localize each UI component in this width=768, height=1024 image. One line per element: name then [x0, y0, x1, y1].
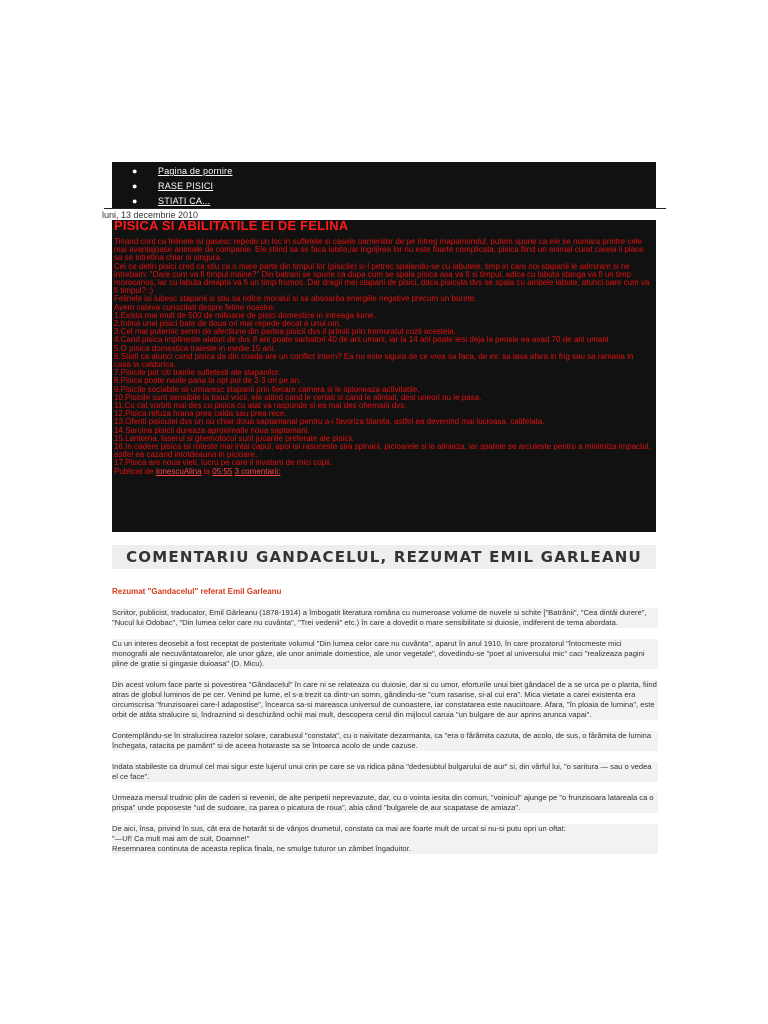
- article-paragraph: Din acest volum face parte si povestirea "Gândacelul" în care ni se relateaza cu duiosie, dar si cu umor, eforturile unui biet gândacel de a se urca pe o planta, fiind atras de globul luminos de pe cer. Venind pe lume, el s-a trezit ca dintr-un somn, gândindu-se "cum rasarise, si-al cui era". Mica vietate a carei existenta era circumscrisa "frunzisoarei care-l adapostise", încearca sa-si mareasca universul de cunoastere, iar constatarea este nauciitoare. Afara, "în ploaia de lumina", este orbit de atâta stralucire si, îndraznind si deschizând ochii mai mult, descopera cerul din mijlocul caruia "un bulgare de aur aprins arunca vapai".: [112, 680, 657, 719]
- timestamp-link[interactable]: 05:55: [212, 466, 233, 476]
- article-subtitle: Rezumat "Gandacelul" referat Emil Garleanu: [112, 587, 282, 596]
- fact-item: 1.Exista mai mult de 500 de milioane de pisici domestice in intreaga lume.: [114, 310, 376, 320]
- nav-list: [132, 164, 233, 209]
- post-footer: [114, 468, 652, 476]
- post-body: [114, 238, 652, 476]
- fact-item: 17.Pisica are noua vieti, lucru pe care il invatam de mici copii.: [114, 458, 332, 468]
- bullet-icon: ●: [132, 196, 138, 206]
- article-paragraph: Indata stabileste ca drumul cel mai sigur este lujerul unui crin pe care se va ridica pâna "dedesubtul bulgarului de aur" si, din vârful lui, "o saritura — sau o vedea el ce face".: [112, 762, 658, 782]
- blog-post: [112, 220, 656, 532]
- comments-link[interactable]: 3 comentarii:: [234, 466, 281, 476]
- article-title: COMENTARIU GANDACELUL, REZUMAT EMIL GARLEANU: [112, 545, 656, 569]
- post-title: PISICA SI ABILITATILE EI DE FELINA: [114, 220, 349, 233]
- nav-link-breeds[interactable]: RASE PISICI: [158, 181, 214, 191]
- post-paragraph: Cei ce detin pisici cred ca stiu ca o mare parte din timpul lor (pisicile) si-l petrec spalandu-se cu labutele, timp in care noi stapanii le admiram si ne intrebam: "Oare cum va fi timpul maine?" Din batrani se spune ca dupa cum se spala pisica asa va fi si timpul, adica cu labuta stanga va fi un timp morocanos, iar cu labuta dreapta va fi un timp frumos. Dar dragii mei stapani de pisici, daca pisicuta dvs se spala cu ambele labute, atunci oare cum va fi timpul? :): [114, 261, 650, 296]
- fact-item: 3.Cel mai puternic semn de afectiune din partea pisicii dvs il primiti prin tremuratul cozii acesteia.: [114, 327, 456, 337]
- post-date: luni, 13 decembrie 2010: [102, 210, 199, 220]
- article-paragraph: Cu un interes deosebit a fost receptat de posteritate volumul "Din lumea celor care nu cuvânta", aparut în anul 1910, în care prozatorul "întocmeste mici monografii ale necuvântatoarelor, ale unor gâze, ale unor animale domestice, ale unor vegetale", dovedindu-se "poet al universului mic" caci "realizeaza pagini pline de gratie si gingasie duioasa" (D. Micu).: [112, 639, 658, 669]
- nav-item-did-you-know: [132, 194, 232, 209]
- header-divider: [104, 208, 666, 209]
- article-paragraph: Resemnarea continuta de aceasta replica finala, ne smulge tuturor un zâmbet îngaduitor.: [112, 844, 658, 854]
- fact-item: 13.Oferiti pisicutei dvs un ou chiar doua saptamanal pentru a-i favoriza blanita, astfel ea devenind mai lucioasa, catifelata.: [114, 417, 545, 427]
- article-paragraph: Scriitor, publicist, traducator, Emil Gârleanu (1878-1914) a îmbogatit literatura româna cu numeroase volume de nuvele si schite ["Batrânii", "Cea dintâi durere", "Nucul lui Odobac", "Din lumea celor care nu cuvânta", "Trei vedenii" etc.) în care a dovedit o mare sensibilitate si duiosie, indiferent de tema abordata.: [112, 608, 658, 628]
- fact-item: 8.Pisica poate naste pana la opt pui de 2-3 ori pe an.: [114, 376, 302, 386]
- nav-item-home: [132, 164, 233, 179]
- fact-item: 11.Cu cat vorbiti mai des cu pisica cu atat va raspunde si ea mai des ohemarii dvs.: [114, 401, 407, 411]
- fact-item: 15.Lanterna, laserul si ghemotocul sunt jucariile preferate ale pisicii.: [114, 433, 355, 443]
- fact-item: 7.Pisicile pot citi trairile sufletesti ale stapanilor.: [114, 368, 281, 378]
- article-paragraph: Contemplându-se în stralucirea razelor solare, carabusul "constata", cu o naivitate dezarmanta, ca "era o fârâmita cazuta, de acolo, de sus, o fârâmita de lumina închegata, ratacita pe pamânt" si de aceea hotaraste sa se întoarca acolo de unde cazuse.: [112, 731, 658, 751]
- bullet-icon: ●: [132, 181, 138, 191]
- post-paragraph: Avem cateva curiozitati despre feline noastre:: [114, 302, 276, 312]
- article-quote: "—Uf! Ca mult mai am de suit, Doamne!": [112, 834, 658, 844]
- post-paragraph: Tinand cont ca felinele isi gasesc repede un loc in sufletele si casele oamenilor de pe intreg mapamondul, putem spune ca ele se numara printre cele mai avantajoase animale de companie. Ele stiind sa se faca iubite,iar ingrijirea lor nu este foarte complicata, pisica fiind un animal curat careia ii place sa se intretina chiar si singura.: [114, 237, 644, 263]
- article-body: [112, 587, 658, 854]
- blog-navigation-bar: [112, 162, 656, 208]
- footer-prefix: Publicat de: [114, 466, 156, 476]
- post-paragraph: Felinele isi iubesc stapanii si stiu sa ridice moralul si sa absoarba energiile negative precum un burete.: [114, 294, 477, 304]
- nav-item-breeds: [132, 179, 232, 194]
- fact-item: 12.Pisica refuza hrana prea calda sau prea rece.: [114, 409, 287, 419]
- fact-item: 16.In cadere pisica isi roteste mai intai capul, apoi isi rasuceste sira spinarii, picioarele si le aliniaza, iar spatele se arcuieste pentru a minimiza impactul, astfel ea cazand intotdeauna in picioare.: [114, 442, 651, 460]
- footer-mid: la: [201, 466, 213, 476]
- bullet-icon: ●: [132, 166, 138, 176]
- fact-item: 10.Pisicile sunt sensibile la tonul vocii, ele stiind cand le certati si cand le alintati, desi uneori nu le pasa.: [114, 392, 482, 402]
- fact-item: 6.Stiati ca atunci cand pisica da din coada are un conflict intern? Ea nu este sigura de ce vrea sa faca, de ex: sa iasa afara in frig sau sa ramana in casa la caldurica.: [114, 351, 634, 370]
- author-link[interactable]: IonescuAlina: [155, 466, 202, 476]
- nav-link-did-you-know[interactable]: STIATI CA...: [158, 196, 211, 206]
- fact-item: 14.Sarcina pisicii dureaza aproximativ noua saptamani.: [114, 425, 310, 435]
- fact-item: 4.Cand pisica implineste alaturi de dvs 8 ani poate sarbatori 40 de ani umani, iar la 14 ani poate iesi deja la pensie ea avad 70 de ani umani.: [114, 335, 611, 345]
- article-paragraph: De aici, însa, privind în sus, cât era de hotarât si de vânjos drumetul, constata ca mai are foarte mult de urcat si nu-si putu opri un oftat:: [112, 824, 658, 834]
- nav-link-home[interactable]: Pagina de pornire: [158, 166, 233, 176]
- fact-item: 2.Inima unei pisici bate de doua ori mai repede decat a unui om.: [114, 319, 342, 329]
- article-paragraph: Urmeaza mersul trudnic plin de caderi si reveniri, de alte peripetii neprevazute, dar, cu o vointa iesita din comun, "voinicul" ajunge pe "o frunzisoara latareala ca o prispa" unde poposeste "ud de sudoare, ca parea o picatura de roua", abia când "bulgarele de aur scapatase de amiaza".: [112, 793, 658, 813]
- fact-item: 5.O pisica domestica traieste in medie 15 ani.: [114, 343, 276, 353]
- fact-item: 9.Pisicile sociabile isi urmaresc stapanii prin fiecare camera si le spioneaza activitatile.: [114, 384, 420, 394]
